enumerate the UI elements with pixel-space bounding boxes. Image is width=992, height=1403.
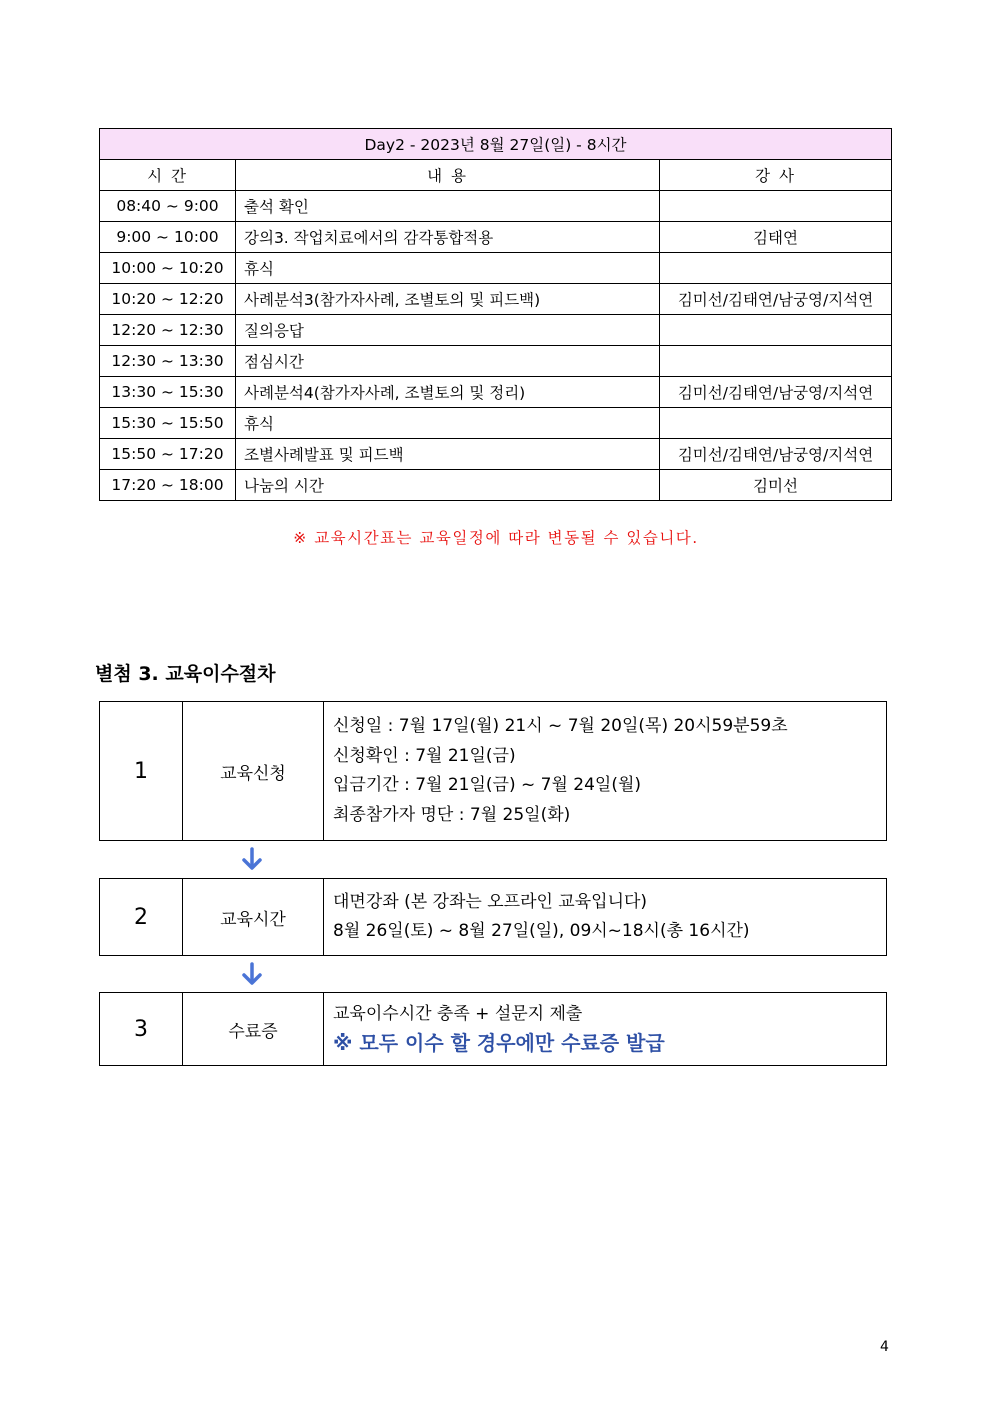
content-cell: 질의응답 bbox=[236, 315, 660, 346]
time-cell: 15:30 ~ 15:50 bbox=[100, 408, 236, 439]
content-cell: 휴식 bbox=[236, 253, 660, 284]
schedule-title: Day2 - 2023년 8월 27일(일) - 8시간 bbox=[100, 129, 892, 160]
header-instructor: 강 사 bbox=[660, 160, 892, 191]
time-cell: 13:30 ~ 15:30 bbox=[100, 377, 236, 408]
instructor-cell: 김미선 bbox=[660, 470, 892, 501]
content-cell: 사례분석4(참가자사례, 조별토의 및 정리) bbox=[236, 377, 660, 408]
content-cell: 강의3. 작업치료에서의 감각통합적용 bbox=[236, 222, 660, 253]
time-cell: 12:30 ~ 13:30 bbox=[100, 346, 236, 377]
certificate-condition-note: ※ 모두 이수 할 경우에만 수료증 발급 bbox=[333, 1031, 665, 1055]
instructor-cell bbox=[660, 408, 892, 439]
time-cell: 10:20 ~ 12:20 bbox=[100, 284, 236, 315]
instructor-cell: 김미선/김태연/남궁영/지석연 bbox=[660, 439, 892, 470]
instructor-cell bbox=[660, 253, 892, 284]
table-row bbox=[100, 408, 892, 439]
section-heading: 별첨 3. 교육이수절차 bbox=[95, 663, 276, 685]
time-cell: 9:00 ~ 10:00 bbox=[100, 222, 236, 253]
step-detail-line: 교육이수시간 충족 + 설문지 제출 bbox=[333, 1003, 583, 1024]
table-row bbox=[100, 346, 892, 377]
content-cell: 출석 확인 bbox=[236, 191, 660, 222]
content-cell: 조별사례발표 및 피드백 bbox=[236, 439, 660, 470]
instructor-cell bbox=[660, 346, 892, 377]
page-number: 4 bbox=[880, 1339, 889, 1355]
time-cell: 10:00 ~ 10:20 bbox=[100, 253, 236, 284]
step-details bbox=[324, 702, 886, 840]
arrow-down-icon bbox=[238, 845, 266, 873]
table-row bbox=[100, 284, 892, 315]
step-detail-line: 대면강좌 (본 강좌는 오프라인 교육입니다) bbox=[333, 891, 648, 912]
content-cell: 점심시간 bbox=[236, 346, 660, 377]
time-cell: 17:20 ~ 18:00 bbox=[100, 470, 236, 501]
step-detail-line: 입금기간 : 7월 21일(금) ~ 7월 24일(월) bbox=[333, 775, 642, 795]
header-content: 내 용 bbox=[236, 160, 660, 191]
instructor-cell: 김미선/김태연/남궁영/지석연 bbox=[660, 377, 892, 408]
step-number: 3 bbox=[100, 993, 183, 1065]
procedure-step-3 bbox=[99, 992, 887, 1066]
step-label: 교육신청 bbox=[183, 702, 324, 840]
table-row bbox=[100, 253, 892, 284]
step-detail-line: 신청확인 : 7월 21일(금) bbox=[333, 745, 516, 766]
table-row bbox=[100, 191, 892, 222]
table-row bbox=[100, 315, 892, 346]
table-row bbox=[100, 377, 892, 408]
time-cell: 12:20 ~ 12:30 bbox=[100, 315, 236, 346]
schedule-title-row bbox=[100, 129, 892, 160]
step-details bbox=[324, 879, 886, 955]
table-row bbox=[100, 222, 892, 253]
content-cell: 사례분석3(참가자사례, 조별토의 및 피드백) bbox=[236, 284, 660, 315]
schedule-table bbox=[99, 128, 892, 501]
header-time: 시 간 bbox=[100, 160, 236, 191]
step-number: 2 bbox=[100, 879, 183, 955]
content-cell: 나눔의 시간 bbox=[236, 470, 660, 501]
step-detail-line: 신청일 : 7월 17일(월) 21시 ~ 7월 20일(목) 20시59분59초 bbox=[333, 716, 788, 736]
step-detail-line: 최종참가자 명단 : 7월 25일(화) bbox=[333, 804, 571, 825]
arrow-down-icon bbox=[238, 960, 266, 988]
table-row bbox=[100, 470, 892, 501]
step-label: 교육시간 bbox=[183, 879, 324, 955]
time-cell: 08:40 ~ 9:00 bbox=[100, 191, 236, 222]
schedule-header-row bbox=[100, 160, 892, 191]
instructor-cell: 김태연 bbox=[660, 222, 892, 253]
step-number: 1 bbox=[100, 702, 183, 840]
step-details bbox=[324, 993, 886, 1065]
schedule-note: ※ 교육시간표는 교육일정에 따라 변동될 수 있습니다. bbox=[293, 529, 699, 547]
procedure-step-2 bbox=[99, 878, 887, 956]
time-cell: 15:50 ~ 17:20 bbox=[100, 439, 236, 470]
instructor-cell bbox=[660, 315, 892, 346]
step-detail-line: 8월 26일(토) ~ 8월 27일(일), 09시~18시(총 16시간) bbox=[333, 921, 750, 941]
step-label: 수료증 bbox=[183, 993, 324, 1065]
procedure-step-1 bbox=[99, 701, 887, 841]
instructor-cell: 김미선/김태연/남궁영/지석연 bbox=[660, 284, 892, 315]
table-row bbox=[100, 439, 892, 470]
instructor-cell bbox=[660, 191, 892, 222]
content-cell: 휴식 bbox=[236, 408, 660, 439]
